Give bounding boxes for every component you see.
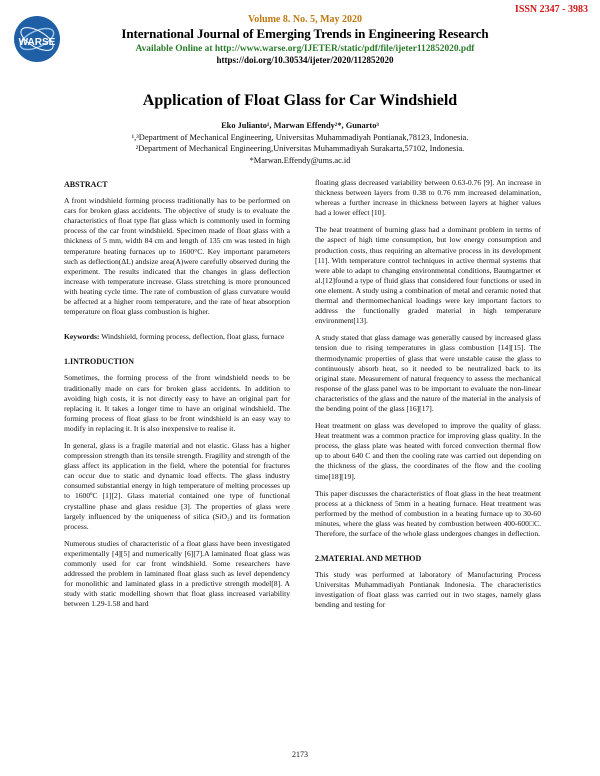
right-paragraph-4: Heat treatment on glass was developed to improve the quality of glass. Heat treatment was a common practice for improving glass quality. In the process, the glass plate was heated with forced convection thermal flow up to about 640 C and then the cooling rate was carried out depending on the thickness of the glass, the coordinates of the flow and the cooling time[18][19]. <box>315 421 541 481</box>
logo-text: WARSE <box>18 37 56 48</box>
abstract-text: A front windshield forming process traditionally has to be performed on cars for broken glass accidents. The objective of study is to evaluate the characteristics of float type flat glass which is commonly used in forming process of the car front windshield. Specimen made of float glass with a thickness of 5 mm, width 84 cm and length of 135 cm was tested in high temperature heating furnaces up to 1600°C. Key important parameters such as deflection(ΔL) andsize area(A)were carefully observed during the experiment. The results indicated that the changes in glass deflection increase with temperature increase. Glass stretching is more pronounced with heating cycle time. The rate of combustion of glass curvature would be affected at a higher room temperature, and the rate of heat absorption temperature on float glass combustion is higher. <box>64 196 290 317</box>
available-link[interactable]: http://www.warse.org/IJETER/static/pdf/file/ijeter112852020.pdf <box>214 44 475 54</box>
keywords-label: Keywords: <box>64 332 100 342</box>
affiliation-1: ¹,³Department of Mechanical Engineering, Universitas Muhammadiyah Pontianak,78123, Indonesia. <box>131 132 469 142</box>
method-heading: 2.MATERIAL AND METHOD <box>315 554 422 564</box>
right-paragraph-3: A study stated that glass damage was generally caused by increased glass tension due to rising temperatures in glass combustion [14][15]. The thermodynamic properties of glass that were unstable cause the glass to continuously absorb heat, so it needed to be neutralized back to its original state. Measurement of natural frequency to assess the mechanical response of the glass panel was to be important to evaluate the non-linear characteristics of the glass and the nature of the material in the analysis of the bending point of the glass [16][17]. <box>315 333 541 413</box>
warse-logo <box>12 14 62 64</box>
available-prefix: Available Online at <box>135 44 215 54</box>
abstract-heading: ABSTRACT <box>64 180 108 189</box>
availability-line <box>70 44 540 54</box>
doi-link[interactable]: https://doi.org/10.30534/ijeter/2020/112852020 <box>216 55 394 65</box>
intro-paragraph-2: In general, glass is a fragile material and not elastic. Glass has a higher compression strength than its tensile strength. Fragility and strength of the glass affect its application in the field, where the potential for fractures can occur due to static and dynamic load effects. The glass industry consumed substantial energy in high temperature of melting processes up to 1600ºC [1][2]. Glass material contained one type of functional crystalline phase and glass residue [3]. The properties of glass were largely influenced by the uniqueness of silica (SiO₂) and its formation process. <box>64 440 290 531</box>
introduction-heading: 1.INTRODUCTION <box>64 357 135 367</box>
journal-name: International Journal of Emerging Trends in Engineering Research <box>121 26 489 41</box>
right-paragraph-2: The heat treatment of burning glass had a dominant problem in terms of the aspect of high time consumption, but low energy consumption and production costs, thus requiring an alternative process in its development [11]. With temperature control techniques in active thermal systems that were able to adapt to changing environmental conditions, Baumgartner et al.[12]found a type of fluid glass that considered four functions or used in one element. A study using a combination of metal and ceramic noted that thermal and thermomechanical loadings were key important factors to address the functionally graded material in high temperature environment[13]. <box>315 225 541 326</box>
author-names: Eko Julianto¹, Marwan Effendy²*, Gunarto³ <box>221 121 379 130</box>
corresponding-email: *Marwan.Effendy@ums.ac.id <box>249 155 351 165</box>
keywords-line <box>64 332 290 342</box>
keywords-text: Windshield, forming process, deflection, float glass, furnace <box>99 332 285 342</box>
issn-label: ISSN 2347 - 3983 <box>514 4 588 15</box>
method-paragraph-1: This study was performed at laboratory of Manufacturing Process Universitas Muhammadiyah Pontianak Indonesia. The characteristics investigation of float glass was carried out in two stages, namely glass bending and testing for <box>315 570 541 610</box>
intro-paragraph-1: Sometimes, the forming process of the front windshield needs to be traditionally made on cars for broken glass accidents. In addition to avoiding high costs, it is not directly easy to have an original part for replacing it. It takes a longer time to have an original windshield. The forming process of float glass to be front windshield is an easy way to modify in replacing it. It is also inexpensive to realise it. <box>64 373 290 433</box>
affiliation-2: ²Department of Mechanical Engineering,Universitas Muhammadiyah Surakarta,57102, Indonesia. <box>135 144 465 153</box>
author-block <box>0 120 600 166</box>
right-paragraph-5: This paper discusses the characteristics of float glass in the heat treatment process at a thickness of 5mm in a heating furnace. Heat treatment was performed by the method of combustion in a heating furnace up to 30-60 minutes, where the glass was heated by combustion between 400-600□C. Therefore, the surface of the whole glass undergoes changes in deflection. <box>315 488 541 538</box>
volume-line: Volume 8. No. 5, May 2020 <box>247 14 363 25</box>
journal-header <box>0 0 600 70</box>
paper-title: Application of Float Glass for Car Windshield <box>142 92 458 109</box>
right-paragraph-1: floating glass decreased variability between 0.63-0.76 [9]. An increase in thickness between layers from 0.38 to 0.76 mm increased delamination, whereas a further increase in thickness between layers at higher values had a lower effect [10]. <box>315 178 541 218</box>
right-column <box>315 178 541 618</box>
left-column <box>64 180 290 616</box>
intro-paragraph-3: Numerous studies of characteristic of a float glass have been investigated experimentally [4][5] and numerically [6][7].A laminated float glass was commonly used for car front windshield. Some researchers have addressed the problem in laminated float glass such as level dependency for monolithic and laminated glass in a predictive strength model[8]. A study with static modelling shown that float glass increased variability between 1.29-1.58 and hard <box>64 538 290 609</box>
page-number: 2173 <box>292 750 308 759</box>
